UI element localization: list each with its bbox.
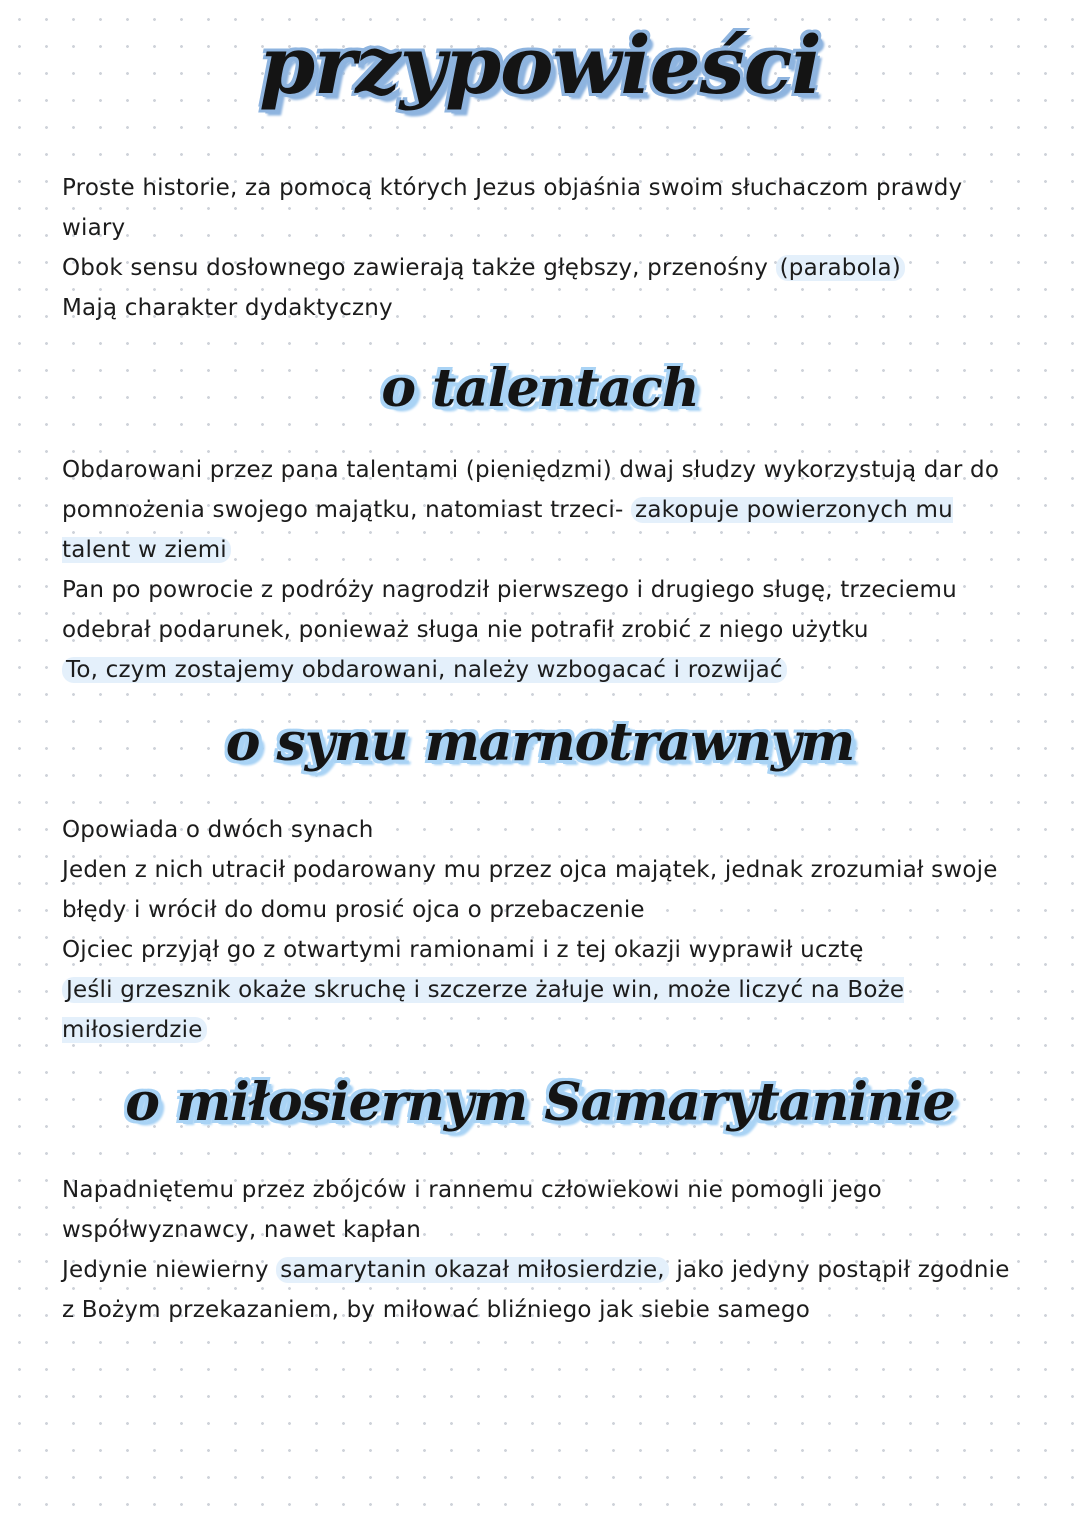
intro-block — [62, 168, 1022, 328]
intro-line: Mają charakter dydaktyczny — [62, 295, 393, 321]
paragraph: Pan po powrocie z podróży nagrodził pierwszego i drugiego sługę, trzeciemu odebrał podarunek, ponieważ sługa nie potrafił zrobić z niego użytku — [62, 577, 957, 643]
section-heading-prodigal-son: o synu marnotrawnym — [225, 712, 855, 773]
paragraph: Jeden z nich utracił podarowany mu przez ojca majątek, jednak zrozumiał swoje błędy i wrócił do domu prosić ojca o przebaczenie — [62, 857, 998, 923]
highlight: samarytanin okazał miłosierdzie, — [276, 1257, 669, 1283]
paragraph — [62, 970, 1022, 1050]
highlight: Jeśli grzesznik okaże skruchę i szczerze żałuje win, może liczyć na Boże miłosierdzie — [62, 977, 905, 1043]
paragraph: Obdarowani przez pana talentami (pieniędzmi) dwaj słudzy wykorzystują dar do pomnożenia swojego majątku, natomiast trzeci- zakopuje powierzonych mu talent w ziemi — [62, 457, 1000, 563]
section-heading-good-samaritan: o miłosiernym Samarytaninie — [125, 1072, 955, 1133]
section-good-samaritan-body — [62, 1170, 1022, 1330]
paragraph — [62, 650, 1022, 690]
section-prodigal-son-body — [62, 810, 1022, 1050]
highlight: (parabola) — [776, 255, 905, 281]
highlight: To, czym zostajemy obdarowani, należy wzbogacać i rozwijać — [62, 657, 787, 683]
paragraph: Opowiada o dwóch synach — [62, 817, 374, 843]
intro-line: Obok sensu dosłownego zawierają także głębszy, przenośny (parabola) — [62, 248, 1022, 288]
highlight: zakopuje powierzonych mu talent w ziemi — [62, 497, 953, 563]
page-title: przypowieści — [259, 18, 821, 112]
section-talents-body — [62, 450, 1022, 690]
paragraph: Ojciec przyjął go z otwartymi ramionami i z tej okazji wyprawił ucztę — [62, 937, 864, 963]
section-heading-talents: o talentach — [381, 358, 699, 419]
intro-line: Proste historie, za pomocą których Jezus objaśnia swoim słuchaczom prawdy wiary — [62, 175, 963, 241]
paragraph: Napadniętemu przez zbójców i rannemu człowiekowi nie pomogli jego współwyznawcy, nawet kapłan — [62, 1177, 882, 1243]
paragraph: Jedynie niewierny samarytanin okazał miłosierdzie, jako jedyny postąpił zgodnie z Bożym przekazaniem, by miłować bliźniego jak siebie samego — [62, 1257, 1010, 1323]
